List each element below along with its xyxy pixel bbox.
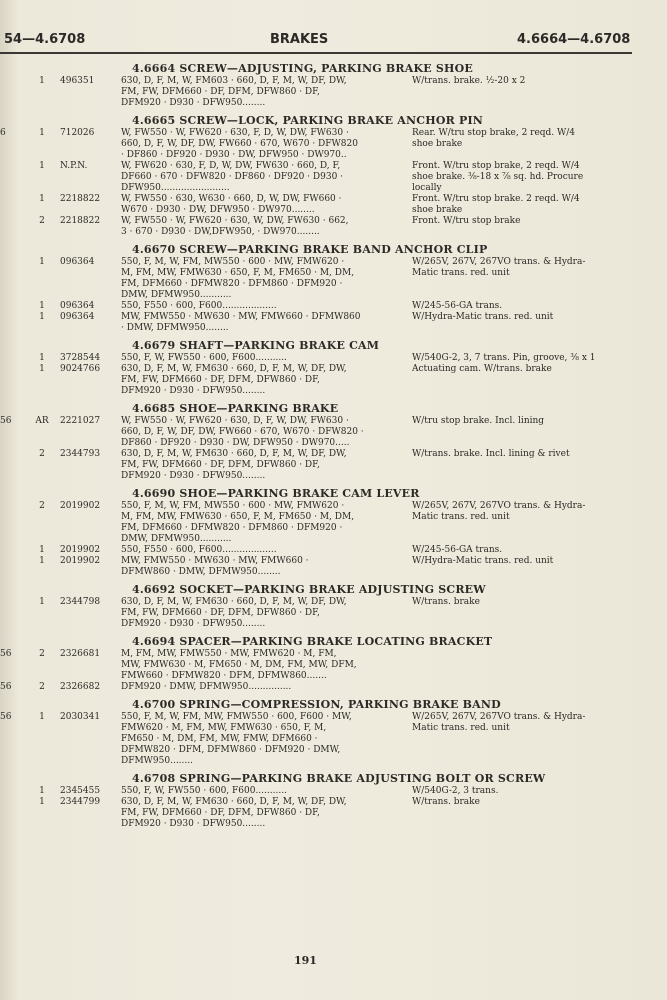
part-row — [0, 76, 640, 109]
model-line: FMW620 · M, FM, MW, FMW630 · 650, F, M, — [121, 723, 327, 733]
group-title: 4.6670 SCREW—PARKING BRAKE BAND ANCHOR CLIP — [132, 243, 488, 256]
parts-list — [0, 62, 640, 835]
model-list — [121, 545, 396, 556]
model-list — [121, 353, 396, 364]
margin-ref: 56 — [0, 416, 12, 426]
part-row — [0, 786, 640, 797]
model-line: DFM920 · D930 · DFW950........ — [121, 819, 266, 829]
model-line: · DF860 · DF920 · D930 · DW, DFW950 · DW970.. — [121, 150, 347, 160]
part-notes — [412, 312, 637, 323]
model-list — [121, 649, 396, 682]
note-line: W/tru stop brake. Incl. lining — [412, 416, 545, 426]
margin-ref: 6 — [0, 128, 6, 138]
group-title: 4.6690 SHOE—PARKING BRAKE CAM LEVER — [132, 487, 420, 500]
quantity: 2 — [39, 682, 45, 692]
model-list — [121, 597, 396, 630]
model-line: M, FM, MW, FMW630 · 650, F, M, FM650 · M, DM, — [121, 512, 355, 522]
part-group — [0, 339, 640, 397]
model-list — [121, 216, 396, 238]
quantity: 1 — [39, 786, 45, 796]
part-notes — [412, 364, 637, 375]
model-line: 630, D, F, M, W, FM603 · 660, D, F, M, W, DF, DW, — [121, 76, 347, 86]
note-line: W/245-56-GA trans. — [412, 301, 503, 311]
model-line: DF660 · 670 · DFW820 · DF860 · DF920 · D930 · — [121, 172, 344, 182]
quantity: 1 — [39, 301, 45, 311]
model-line: FM, DFM660 · DFMW820 · DFM860 · DFM920 · — [121, 279, 343, 289]
part-row — [0, 449, 640, 482]
part-group — [0, 698, 640, 767]
part-row — [0, 545, 640, 556]
header-range-left: 54—4.6708 — [4, 32, 86, 47]
part-row — [0, 312, 640, 334]
model-line: W670 · D930 · DW, DFW950 · DW970........ — [121, 205, 315, 215]
model-list — [121, 194, 396, 216]
model-list — [121, 161, 396, 194]
note-line: W/trans. brake. Incl. lining & rivet — [412, 449, 570, 459]
part-notes — [412, 416, 637, 427]
part-number: 2326682 — [60, 682, 101, 692]
model-line: 550, F, W, FW550 · 600, F600........... — [121, 786, 287, 796]
part-number: 2326681 — [60, 649, 101, 659]
group-title: 4.6685 SHOE—PARKING BRAKE — [132, 402, 339, 415]
note-line: W/trans. brake — [412, 597, 480, 607]
part-number: 2030341 — [60, 712, 101, 722]
model-line: 550, F, M, W, FM, MW550 · 600 · MW, FMW620 · — [121, 257, 345, 267]
model-line: DFM920 · D930 · DFW950........ — [121, 619, 266, 629]
quantity: 1 — [39, 312, 45, 322]
part-notes — [412, 128, 637, 150]
part-notes — [412, 301, 637, 312]
model-list — [121, 301, 396, 312]
note-line: W/Hydra-Matic trans. red. unit — [412, 556, 554, 566]
model-line: 550, F, W, FW550 · 600, F600........... — [121, 353, 287, 363]
model-line: W, FW550 · 630, W630 · 660, D, W, DW, FW660 · — [121, 194, 342, 204]
part-row — [0, 501, 640, 545]
margin-ref: 56 — [0, 682, 12, 692]
part-notes — [412, 216, 637, 227]
note-line: Front. W/tru stop brake — [412, 216, 521, 226]
model-line: DFMW950........ — [121, 756, 193, 766]
model-line: 630, D, F, M, W, FM630 · 660, D, F, M, W, DF, DW, — [121, 449, 347, 459]
part-row — [0, 194, 640, 216]
part-number: 2345455 — [60, 786, 101, 796]
note-line: shoe brake. ⅜-18 x ⅞ sq. hd. Procure — [412, 172, 584, 182]
part-group — [0, 402, 640, 482]
note-line: Matic trans. red. unit — [412, 512, 510, 522]
part-row — [0, 216, 640, 238]
model-list — [121, 682, 396, 693]
model-line: FM, FW, DFM660 · DF, DFM, DFW860 · DF, — [121, 460, 320, 470]
part-number: 2344799 — [60, 797, 101, 807]
note-line: Matic trans. red. unit — [412, 268, 510, 278]
model-list — [121, 364, 396, 397]
model-list — [121, 416, 396, 449]
part-notes — [412, 161, 637, 194]
quantity: 2 — [39, 216, 45, 226]
part-row — [0, 301, 640, 312]
part-row — [0, 712, 640, 767]
note-line: W/Hydra-Matic trans. red. unit — [412, 312, 554, 322]
part-notes — [412, 797, 637, 808]
header-rule — [0, 52, 632, 54]
part-number: 096364 — [60, 312, 95, 322]
model-list — [121, 556, 396, 578]
quantity: AR — [35, 416, 49, 426]
part-row — [0, 556, 640, 578]
note-line: W/265V, 267V, 267VO trans. & Hydra- — [412, 257, 586, 267]
part-group — [0, 583, 640, 630]
part-row — [0, 128, 640, 161]
quantity: 2 — [39, 449, 45, 459]
part-notes — [412, 76, 637, 87]
part-number: N.P.N. — [60, 161, 88, 171]
note-line: W/265V, 267V, 267VO trans. & Hydra- — [412, 712, 586, 722]
part-notes — [412, 257, 637, 279]
model-line: DMW, DFMW950........... — [121, 290, 232, 300]
part-row — [0, 416, 640, 449]
part-row — [0, 797, 640, 830]
part-number: 712026 — [60, 128, 95, 138]
part-notes — [412, 786, 637, 797]
part-notes — [412, 597, 637, 608]
note-line: W/trans. brake. ½-20 x 2 — [412, 76, 526, 86]
model-line: W, FW550 · W, FW620 · 630, F, D, W, DW, FW630 · — [121, 128, 349, 138]
model-line: 630, D, F, M, W, FM630 · 660, D, F, M, W, DF, DW, — [121, 797, 347, 807]
note-line: W/540G-2, 3, 7 trans. Pin, groove, ⅜ x 1 — [412, 353, 596, 363]
model-line: 630, D, F, M, W, FM630 · 660, D, F, M, W, DF, DW, — [121, 364, 347, 374]
quantity: 1 — [39, 257, 45, 267]
part-number: 2344793 — [60, 449, 101, 459]
model-list — [121, 712, 396, 767]
part-number: 2344798 — [60, 597, 101, 607]
model-line: W, FW620 · 630, F, D, W, DW, FW630 · 660, D, F, — [121, 161, 341, 171]
model-line: MW, FMW630 · M, FM650 · M, DM, FM, MW, DFM, — [121, 660, 357, 670]
model-line: DFM920 · D930 · DFW950........ — [121, 98, 266, 108]
model-line: · DMW, DFMW950........ — [121, 323, 229, 333]
model-line: DFW950........................ — [121, 183, 230, 193]
note-line: Front. W/tru stop brake. 2 reqd. W/4 — [412, 194, 580, 204]
model-line: FM, FW, DFM660 · DF, DFM, DFW860 · DF, — [121, 375, 320, 385]
part-number: 096364 — [60, 301, 95, 311]
model-list — [121, 312, 396, 334]
note-line: W/245-56-GA trans. — [412, 545, 503, 555]
model-list — [121, 449, 396, 482]
part-row — [0, 364, 640, 397]
part-row — [0, 649, 640, 682]
model-line: 550, F550 · 600, F600................... — [121, 545, 277, 555]
note-line: Actuating cam. W/trans. brake — [412, 364, 552, 374]
model-line: DFMW820 · DFM, DFMW860 · DFM920 · DMW, — [121, 745, 341, 755]
model-line: FMW660 · DFMW820 · DFM, DFMW860....... — [121, 671, 327, 681]
group-title: 4.6694 SPACER—PARKING BRAKE LOCATING BRACKET — [132, 635, 493, 648]
model-line: FM, FW, DFM660 · DF, DFM, DFW860 · DF, — [121, 808, 320, 818]
model-list — [121, 797, 396, 830]
note-line: W/540G-2, 3 trans. — [412, 786, 499, 796]
model-line: FM, DFM660 · DFMW820 · DFM860 · DFM920 · — [121, 523, 343, 533]
model-list — [121, 257, 396, 301]
note-line: W/265V, 267V, 267VO trans. & Hydra- — [412, 501, 586, 511]
part-row — [0, 161, 640, 194]
part-notes — [412, 449, 637, 460]
quantity: 1 — [39, 712, 45, 722]
quantity: 1 — [39, 76, 45, 86]
part-notes — [412, 194, 637, 216]
page-number: 191 — [294, 954, 317, 967]
part-group — [0, 243, 640, 334]
margin-ref: 56 — [0, 712, 12, 722]
part-notes — [412, 556, 637, 567]
model-line: 550, F, M, W, FM, MW550 · 600 · MW, FMW620 · — [121, 501, 345, 511]
note-line: shoe brake — [412, 139, 463, 149]
model-line: DFM920 · DMW, DFMW950............... — [121, 682, 292, 692]
model-line: 550, F, M, W, FM, MW, FMW550 · 600, F600 · MW, — [121, 712, 352, 722]
model-line: FM, FW, DFM660 · DF, DFM, DFW860 · DF, — [121, 608, 320, 618]
note-line: locally — [412, 183, 442, 193]
part-group — [0, 62, 640, 109]
model-line: DFM920 · D930 · DFW950........ — [121, 386, 266, 396]
part-notes — [412, 712, 637, 734]
quantity: 1 — [39, 364, 45, 374]
part-number: 496351 — [60, 76, 95, 86]
model-line: DF860 · DF920 · D930 · DW, DFW950 · DW970..... — [121, 438, 350, 448]
quantity: 1 — [39, 128, 45, 138]
part-number: 2218822 — [60, 194, 101, 204]
note-line: Matic trans. red. unit — [412, 723, 510, 733]
model-line: 660, D, F, W, DF, DW, FW660 · 670, W670 · DFW820 — [121, 139, 358, 149]
model-line: W, FW550 · W, FW620 · 630, D, F, W, DW, FW630 · — [121, 416, 349, 426]
quantity: 1 — [39, 556, 45, 566]
model-line: FM650 · M, DM, FM, MW, FMW, DFM660 · — [121, 734, 318, 744]
margin-ref: 56 — [0, 649, 12, 659]
model-line: M, FM, MW, FMW550 · MW, FMW620 · M, FM, — [121, 649, 337, 659]
note-line: shoe brake — [412, 205, 463, 215]
group-title: 4.6700 SPRING—COMPRESSION, PARKING BRAKE BAND — [132, 698, 501, 711]
quantity: 1 — [39, 353, 45, 363]
part-group — [0, 772, 640, 830]
quantity: 2 — [39, 649, 45, 659]
part-row — [0, 257, 640, 301]
quantity: 1 — [39, 194, 45, 204]
model-list — [121, 501, 396, 545]
group-title: 4.6679 SHAFT—PARKING BRAKE CAM — [132, 339, 380, 352]
part-number: 2019902 — [60, 501, 101, 511]
model-line: 550, F550 · 600, F600................... — [121, 301, 277, 311]
part-group — [0, 114, 640, 238]
model-line: DFM920 · D930 · DFW950........ — [121, 471, 266, 481]
model-line: W, FW550 · W, FW620 · 630, W, DW, FW630 · 662, — [121, 216, 349, 226]
note-line: Rear. W/tru stop brake, 2 reqd. W/4 — [412, 128, 576, 138]
model-line: 660, D, F, W, DF, DW, FW660 · 670, W670 · DFW820 · — [121, 427, 364, 437]
model-line: FM, FW, DFM660 · DF, DFM, DFW860 · DF, — [121, 87, 320, 97]
quantity: 1 — [39, 797, 45, 807]
note-line: Front. W/tru stop brake, 2 reqd. W/4 — [412, 161, 580, 171]
part-number: 2218822 — [60, 216, 101, 226]
page-header — [0, 30, 667, 52]
model-line: 3 · 670 · D930 · DW,DFW950, · DW970........ — [121, 227, 320, 237]
part-notes — [412, 353, 637, 364]
group-title: 4.6665 SCREW—LOCK, PARKING BRAKE ANCHOR PIN — [132, 114, 484, 127]
note-line: W/trans. brake — [412, 797, 480, 807]
quantity: 1 — [39, 597, 45, 607]
quantity: 1 — [39, 545, 45, 555]
model-line: 630, D, F, M, W, FM630 · 660, D, F, M, W, DF, DW, — [121, 597, 347, 607]
part-notes — [412, 545, 637, 556]
model-list — [121, 786, 396, 797]
part-number: 9024766 — [60, 364, 101, 374]
model-list — [121, 76, 396, 109]
header-range-right: 4.6664—4.6708 — [517, 32, 631, 47]
model-line: DFMW860 · DMW, DFMW950........ — [121, 567, 281, 577]
group-title: 4.6708 SPRING—PARKING BRAKE ADJUSTING BOLT OR SCREW — [132, 772, 546, 785]
group-title: 4.6692 SOCKET—PARKING BRAKE ADJUSTING SCREW — [132, 583, 486, 596]
quantity: 1 — [39, 161, 45, 171]
part-number: 3728544 — [60, 353, 101, 363]
part-row — [0, 353, 640, 364]
quantity: 2 — [39, 501, 45, 511]
part-number: 2221027 — [60, 416, 101, 426]
part-number: 2019902 — [60, 556, 101, 566]
part-number: 2019902 — [60, 545, 101, 555]
header-section-title: BRAKES — [270, 32, 329, 47]
part-notes — [412, 501, 637, 523]
model-line: MW, FMW550 · MW630 · MW, FMW660 · DFMW860 — [121, 312, 361, 322]
model-line: DMW, DFMW950........... — [121, 534, 232, 544]
model-line: MW, FMW550 · MW630 · MW, FMW660 · — [121, 556, 309, 566]
part-number: 096364 — [60, 257, 95, 267]
model-line: M, FM, MW, FMW630 · 650, F, M, FM650 · M, DM, — [121, 268, 355, 278]
group-title: 4.6664 SCREW—ADJUSTING, PARKING BRAKE SHOE — [132, 62, 473, 75]
part-group — [0, 487, 640, 578]
part-group — [0, 635, 640, 693]
part-row — [0, 682, 640, 693]
part-row — [0, 597, 640, 630]
model-list — [121, 128, 396, 161]
